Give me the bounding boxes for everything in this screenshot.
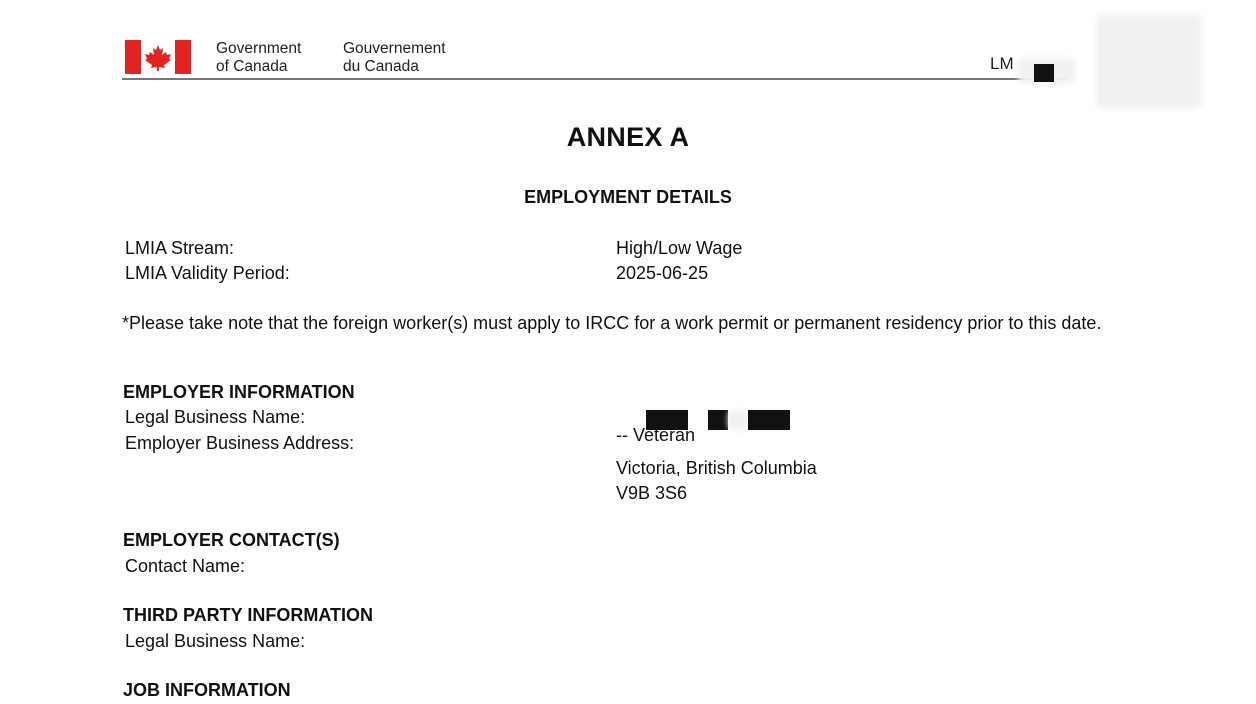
redaction-blur [1096, 14, 1202, 108]
page-title: ANNEX A [566, 122, 690, 152]
employer-contacts-heading: EMPLOYER CONTACT(S) [123, 530, 340, 550]
lmia-stream-value: High/Low Wage [616, 238, 743, 258]
legal-business-name-label: Legal Business Name: [125, 407, 306, 427]
redaction-block [748, 410, 790, 430]
canada-flag-icon [125, 40, 191, 74]
address-line-partial [616, 425, 776, 447]
address-postal-code: V9B 3S6 [616, 483, 688, 503]
employer-business-address-label: Employer Business Address: [125, 433, 355, 453]
address-line2: Victoria, British Columbia [616, 458, 817, 478]
header-divider [122, 78, 1068, 80]
employer-information-heading: EMPLOYER INFORMATION [123, 382, 355, 402]
lmia-file-reference: LM [990, 54, 1014, 73]
contact-name-label: Contact Name: [125, 556, 246, 576]
section-title: EMPLOYMENT DETAILS [524, 187, 732, 207]
wordmark-fr-line2: du Canada [343, 58, 419, 75]
wordmark-en-line1: Government [216, 40, 302, 57]
job-information-heading: JOB INFORMATION [123, 680, 291, 700]
lmia-validity-label: LMIA Validity Period: [125, 263, 290, 283]
redaction-block [1034, 64, 1054, 82]
third-party-legal-business-name-label: Legal Business Name: [125, 631, 306, 651]
third-party-information-heading: THIRD PARTY INFORMATION [123, 605, 373, 625]
gouvernement-du-canada-wordmark [343, 40, 446, 76]
lmia-validity-value: 2025-06-25 [616, 263, 709, 283]
address-line1-text: -- Veteran [616, 425, 696, 445]
lmia-stream-label: LMIA Stream: [125, 238, 235, 258]
wordmark-en-line2: of Canada [216, 58, 288, 75]
redaction-block [708, 410, 728, 430]
government-of-canada-wordmark [216, 40, 301, 76]
redaction-blur [728, 410, 748, 430]
wordmark-fr-line1: Gouvernement [343, 40, 446, 57]
validity-note: *Please take note that the foreign worker(s) must apply to IRCC for a work permit or permanent residency prior to this date. [122, 313, 1102, 333]
